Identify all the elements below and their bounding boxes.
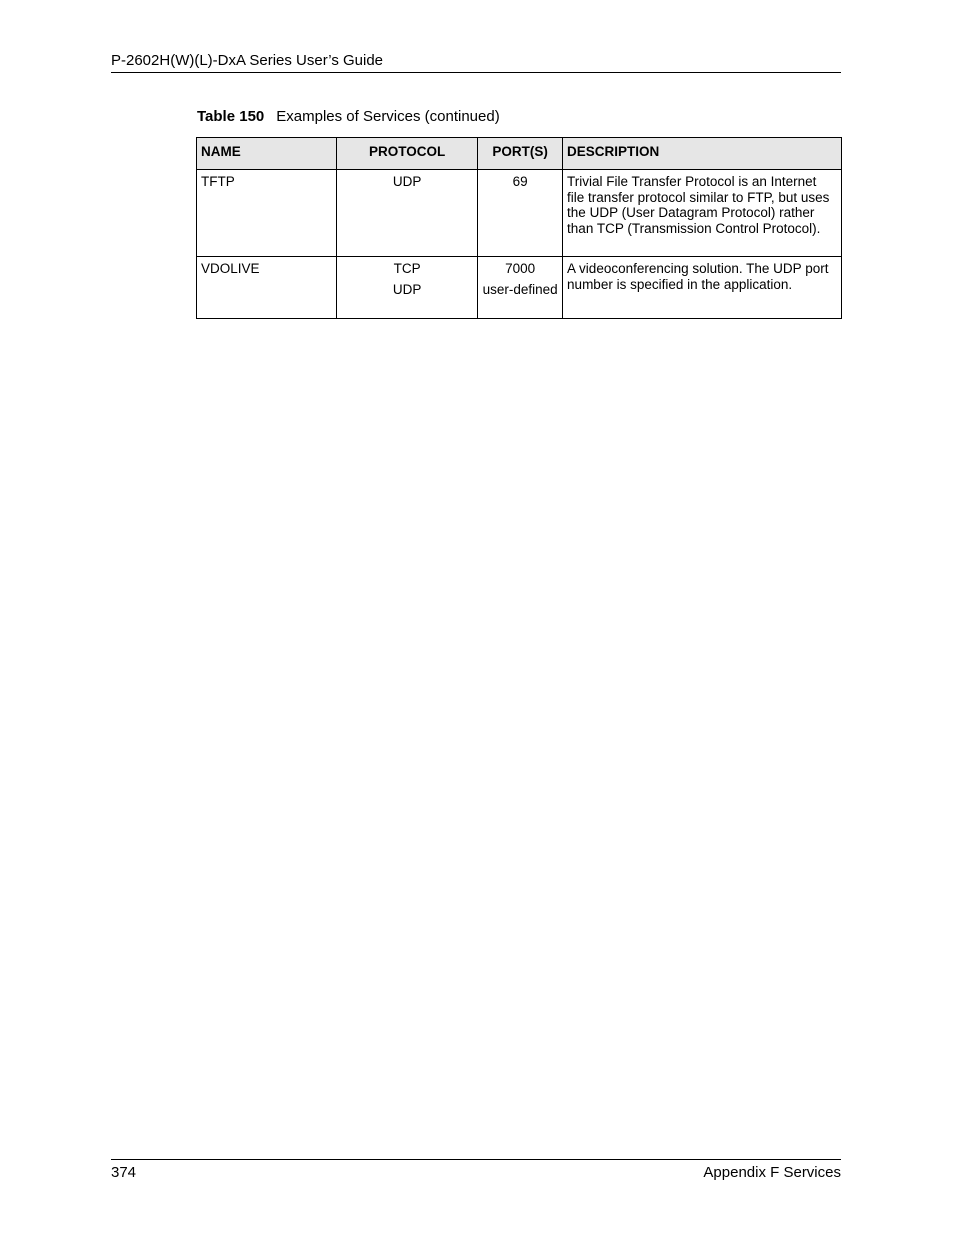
- column-header-ports: PORT(S): [478, 138, 563, 170]
- port-value: 69: [512, 174, 528, 189]
- column-header-protocol: PROTOCOL: [337, 138, 478, 170]
- page-header: [111, 51, 841, 73]
- protocol-value: UDP: [392, 281, 422, 297]
- column-header-name: NAME: [197, 138, 337, 170]
- column-header-description: DESCRIPTION: [563, 138, 842, 170]
- table-header-row: [197, 138, 842, 170]
- table-row: [197, 257, 842, 319]
- table-caption-title: Examples of Services (continued): [276, 108, 500, 125]
- guide-title: P-2602H(W)(L)-DxA Series User’s Guide: [111, 52, 384, 69]
- services-table: [196, 137, 842, 319]
- service-name-cell: VDOLIVE: [197, 257, 337, 319]
- service-name-cell: TFTP: [197, 170, 337, 257]
- service-protocol-cell: [337, 257, 478, 319]
- table-caption: [197, 107, 500, 126]
- protocol-value: TCP: [393, 261, 421, 276]
- service-ports-cell: [478, 170, 563, 257]
- page-footer: [111, 1159, 841, 1182]
- service-description-cell: A videoconferencing solution. The UDP port number is specified in the application.: [563, 257, 842, 319]
- port-value: user-defined: [482, 281, 558, 297]
- table-row: [197, 170, 842, 257]
- table-caption-label: Table 150: [197, 108, 265, 125]
- protocol-value: UDP: [392, 174, 422, 189]
- service-protocol-cell: [337, 170, 478, 257]
- page-number: 374: [111, 1164, 137, 1181]
- service-ports-cell: [478, 257, 563, 319]
- service-description-cell: Trivial File Transfer Protocol is an Internet file transfer protocol similar to FTP, but uses the UDP (User Datagram Protocol) rather than TCP (Transmission Control Protocol).: [563, 170, 842, 257]
- section-name: Appendix F Services: [703, 1164, 841, 1181]
- port-value: 7000: [505, 261, 536, 276]
